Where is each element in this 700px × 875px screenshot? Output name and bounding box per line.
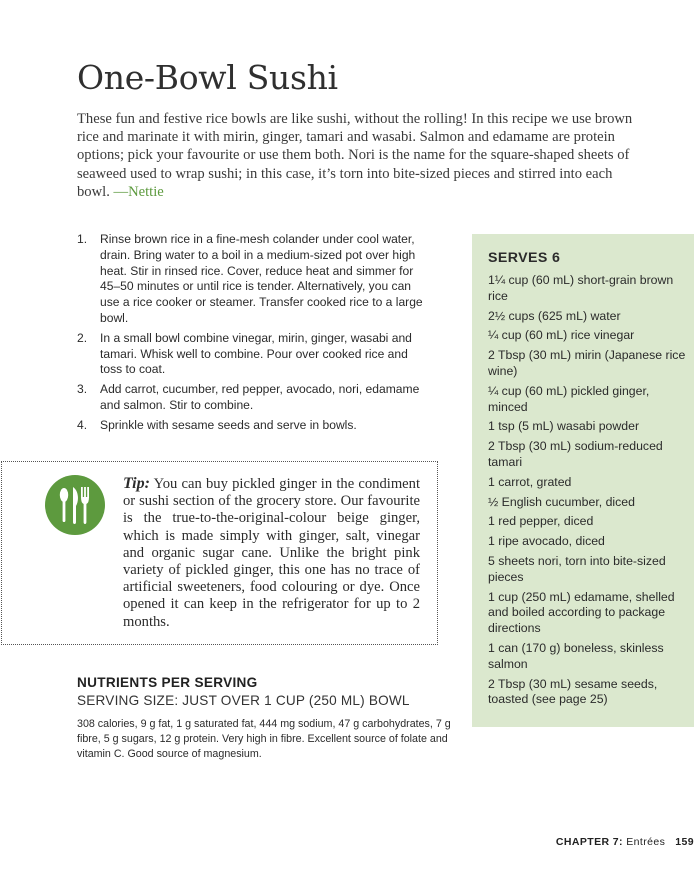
method-step xyxy=(77,382,432,414)
ingredient-item: 1 tsp (5 mL) wasabi powder xyxy=(488,419,640,434)
method-step xyxy=(77,418,432,434)
ingredient-item: 2 Tbsp (30 mL) mirin (Japanese rice wine) xyxy=(488,348,686,378)
method-step xyxy=(77,232,432,327)
intro-text: These fun and festive rice bowls are like sushi, without the rolling! In this recipe we use brown rice and marinate it with mirin, ginger, tamari and wasabi. Salmon and edamame are protein options; pick your favourite or use them both. Nori is the name for the square-shaped sheets of seaweed used to wrap sushi; in this case, it’s torn into bite-sized pieces and stirred into each bowl. xyxy=(77,111,633,200)
serves-heading: SERVES 6 xyxy=(488,250,561,266)
utensils-icon-graphic xyxy=(45,475,105,535)
nutrients-heading: NUTRIENTS PER SERVING xyxy=(77,675,258,690)
page-number: 159 xyxy=(675,836,694,848)
ingredient-item: 1 cup (250 mL) edamame, shelled and boiled according to package directions xyxy=(488,589,675,636)
ingredient-item: ¼ cup (60 mL) rice vinegar xyxy=(488,328,635,343)
step-number: 3. xyxy=(77,382,88,397)
tip-label: Tip: xyxy=(123,475,150,492)
author-credit: —Nettie xyxy=(113,183,164,200)
ingredient-item: 2½ cups (625 mL) water xyxy=(488,308,621,323)
step-text: In a small bowl combine vinegar, mirin, ginger, wasabi and tamari. Whisk well to combine. Pour over cooked rice and toss to coat. xyxy=(100,330,412,377)
ingredient-item: 2 Tbsp (30 mL) sodium-reduced tamari xyxy=(488,439,663,469)
chapter-label: CHAPTER 7: xyxy=(555,836,623,848)
ingredient-item: ¼ cup (60 mL) pickled ginger, minced xyxy=(488,383,650,414)
page-footer xyxy=(556,836,694,848)
step-number: 1. xyxy=(77,232,88,246)
ingredient-list xyxy=(488,273,688,712)
ingredient-item: 1 ripe avocado, diced xyxy=(488,534,605,549)
ingredient-item: 1¼ cup (60 mL) short-grain brown rice xyxy=(488,273,674,303)
method-steps xyxy=(77,232,432,438)
ingredient-item: 2 Tbsp (30 mL) sesame seeds, toasted (see page 25) xyxy=(488,676,658,707)
ingredient-item: 5 sheets nori, torn into bite-sized pieces xyxy=(488,553,666,584)
step-text: Rinse brown rice in a fine-mesh colander under cool water, drain. Bring water to a boil in a medium-sized pot over high heat. Stir in rinsed rice. Cover, reduce heat and simmer for 45–50 minutes or until rice is tender. Alternatively, you can use a rice cooker or steamer. Transfer cooked rice to a large bowl. xyxy=(100,232,423,325)
ingredient-item: 1 can (170 g) boneless, skinless salmon xyxy=(488,640,664,671)
tip-body: You can buy pickled ginger in the condiment or sushi section of the grocery store. Our favourite is the true-to-the-original-colour beige ginger, which is made simply with ginger, salt, vinegar and organic sugar cane. Unlike the bright pink variety of pickled ginger, this one has no trace of artificial sweeteners, food colouring or dye. Once opened it can keep in the refrigerator for up to 2 months. xyxy=(123,476,421,630)
nutrients-details: 308 calories, 9 g fat, 1 g saturated fat, 444 mg sodium, 47 g carbohydrates, 7 g fibre, 5 g sugars, 12 g protein. Very high in fibre. Excellent source of folate and vitamin C. Good source of magnesium. xyxy=(77,718,451,760)
step-text: Add carrot, cucumber, red pepper, avocado, nori, edamame and salmon. Stir to combine. xyxy=(100,382,420,412)
step-text: Sprinkle with sesame seeds and serve in bowls. xyxy=(100,417,357,432)
utensils-icon xyxy=(45,475,105,535)
tip-text xyxy=(123,475,420,631)
chapter-section: Entrées xyxy=(626,836,666,848)
ingredient-item: ½ English cucumber, diced xyxy=(488,494,635,509)
step-number: 2. xyxy=(77,330,88,345)
step-number: 4. xyxy=(77,417,88,432)
recipe-title: One-Bowl Sushi xyxy=(77,58,338,97)
ingredient-item: 1 carrot, grated xyxy=(488,474,572,489)
recipe-intro xyxy=(77,110,637,201)
ingredient-item: 1 red pepper, diced xyxy=(488,514,594,529)
method-step xyxy=(77,331,432,378)
serving-size: SERVING SIZE: JUST OVER 1 CUP (250 ML) BOWL xyxy=(77,693,410,708)
